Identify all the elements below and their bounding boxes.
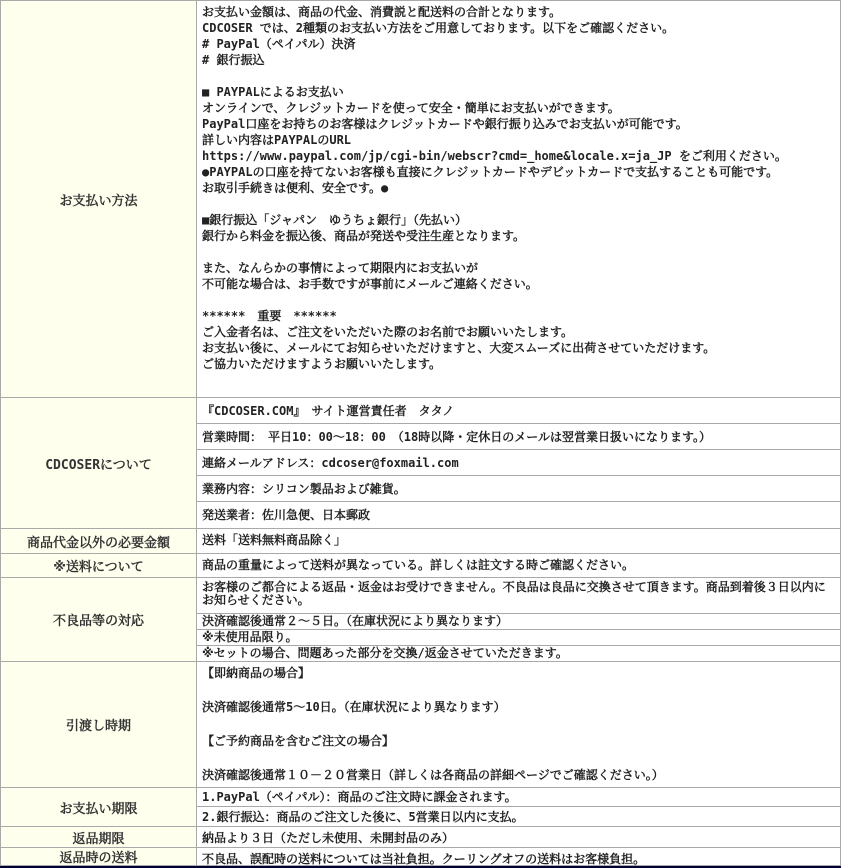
business-content-text: 業務内容：シリコン製品および雑貨。 (202, 481, 406, 496)
deadline-bank-text: 2.銀行振込：商品のご注文した後に、5営業日以内に支払。 (202, 809, 524, 824)
processing-time-text: 決済確認後通常２～５日。（在庫状況により異なります） (202, 614, 509, 628)
text-line: ■銀行振込「ジャパン ゆうちょ銀行」（先払い） (202, 213, 467, 227)
about-row-shipper (197, 502, 840, 528)
text-line: オンラインで、クレジットカードを使って安全・簡単にお支払いができます。 (202, 101, 620, 115)
blank-line (202, 682, 836, 699)
business-hours-text: 営業時間： 平日10：00～18：00 （18時以降・定休日のメールは翌営業日扱いになります。） (202, 429, 712, 444)
return-period-text: 納品より３日（ただし未使用、未開封品のみ） (202, 831, 455, 845)
header-shipping-note: ※送料について (1, 554, 197, 577)
deadline-paypal-text: 1.PayPal（ペイパル）：商品のご注文時に課金されます。 (202, 790, 517, 804)
extra-fee-content (197, 529, 840, 553)
return-shipping-content (197, 848, 840, 865)
text-line: PayPal口座をお持ちのお客様はクレジットカードや銀行振り込みでお支払いが可能です。 (202, 117, 688, 131)
text-line: 銀行から料金を振込後、商品が発送や受注生産となります。 (202, 229, 526, 243)
header-return-shipping: 返品時の送料 (1, 848, 197, 865)
row-payment-method (1, 1, 840, 398)
text-line: ご入金者名は、ご注文をいただいた際のお名前でお願いいたします。 (202, 325, 574, 339)
text-line: 詳しい内容はPAYPALのURL (202, 133, 352, 147)
blank-line (202, 716, 836, 733)
row-return-period (1, 827, 840, 848)
blank-line (202, 196, 836, 212)
about-row-business-content (197, 476, 840, 502)
text-line: # 銀行振込 (202, 53, 265, 67)
return-period-content (197, 827, 840, 847)
text-line: 決済確認後通常１０－２０営業日（詳しくは各商品の詳細ページでご確認ください。） (202, 768, 664, 782)
text-line: # PayPal（ペイパル）決済 (202, 37, 356, 51)
text-line: CDCOSER では、2種類のお支払い方法をご用意しております。以下をご確認ください。 (202, 21, 675, 35)
row-defective-policy (1, 578, 840, 662)
header-payment-deadline: お支払い期限 (1, 788, 197, 826)
shipper-text: 発送業者：佐川急便、日本郵政 (202, 508, 371, 522)
defective-row-unused-only (197, 630, 840, 646)
header-payment-method: お支払い方法 (1, 1, 197, 397)
contact-email: cdcoser@foxmail.com (321, 455, 459, 470)
defective-row-processing-time (197, 614, 840, 630)
row-extra-fee (1, 529, 840, 554)
defective-row-return-policy (197, 578, 840, 614)
shipping-note-content (197, 554, 840, 577)
blank-line (202, 750, 836, 767)
text-line: ■ PAYPALによるお支払い (202, 85, 344, 99)
set-exchange-text: ※セットの場合、問題あった部分を交換/返金させていただきます。 (202, 646, 568, 660)
text-line: お支払い後に、メールにてお知らせいただけますと、大変スムーズに出荷させていただけます。 (202, 341, 716, 355)
header-about-shop: CDCOSERについて (1, 398, 197, 528)
row-about-shop (1, 398, 840, 529)
header-delivery-time: 引渡し時期 (1, 662, 197, 787)
return-policy-text: お客様のご都合による返品・返金はお受けできません。不良品は良品に交換させて頂きます。商品到着後３日以内にお知らせください。 (202, 580, 826, 607)
defective-policy-content (197, 578, 840, 661)
row-payment-deadline (1, 788, 840, 827)
deadline-row-paypal (197, 788, 840, 807)
row-shipping-note (1, 554, 840, 578)
defective-row-set-exchange (197, 646, 840, 661)
shipping-note-text: 商品の重量によって送料が異なっている。詳しくは註文する時ご確認ください。 (202, 558, 635, 572)
site-manager-text: 『CDCOSER.COM』 サイト運営責任者 タタノ (202, 403, 455, 418)
text-line: 不可能な場合は、お手数ですが事前にメールご連絡ください。 (202, 277, 538, 291)
row-delivery-time (1, 662, 840, 788)
blank-line (202, 292, 836, 308)
text-line: ご協力いただけますようお願いいたします。 (202, 357, 442, 371)
header-defective-policy: 不良品等の対応 (1, 578, 197, 661)
blank-line (202, 68, 836, 84)
unused-only-text: ※未使用品限り。 (202, 630, 298, 644)
text-line: 決済確認後通常5～10日。（在庫状況により異なります） (202, 700, 506, 714)
text-line: お取引手続きは便利、安全です。● (202, 181, 389, 195)
payment-method-content (197, 1, 840, 397)
delivery-time-content (197, 662, 840, 787)
extra-fee-text: 送料「送料無料商品除く」 (202, 533, 347, 547)
text-line: 【ご予約商品を含むご注文の場合】 (202, 734, 395, 748)
about-row-business-hours (197, 424, 840, 450)
text-line: ●PAYPALの口座を持てないお客様も直接にクレジットカードやデビットカードで支払することも可能です。 (202, 165, 779, 179)
blank-line (202, 244, 836, 260)
return-shipping-text: 不良品、誤配時の送料については当社負担。クーリングオフの送料はお客様負担。 (202, 852, 646, 865)
header-extra-fee: 商品代金以外の必要金額 (1, 529, 197, 553)
header-return-period: 返品期限 (1, 827, 197, 847)
about-row-contact-email (197, 450, 840, 476)
important-marker-line: ****** 重要 ****** (202, 309, 337, 323)
text-line: お支払い金額は、商品の代金、消費説と配送料の合計となります。 (202, 5, 562, 19)
deadline-row-bank-transfer (197, 807, 840, 826)
text-line: また、なんらかの事情によって期限内にお支払いが (202, 261, 479, 275)
contact-email-label: 連絡メールアドレス： (202, 455, 322, 470)
row-return-shipping (1, 848, 840, 866)
payment-deadline-content (197, 788, 840, 826)
about-shop-content (197, 398, 840, 528)
paypal-url-line: https://www.paypal.com/jp/cgi-bin/webscr?cmd=_home&locale.x=ja_JP をご利用ください。 (202, 149, 787, 163)
text-line: 【即納商品の場合】 (202, 666, 311, 680)
about-row-site-manager (197, 398, 840, 424)
